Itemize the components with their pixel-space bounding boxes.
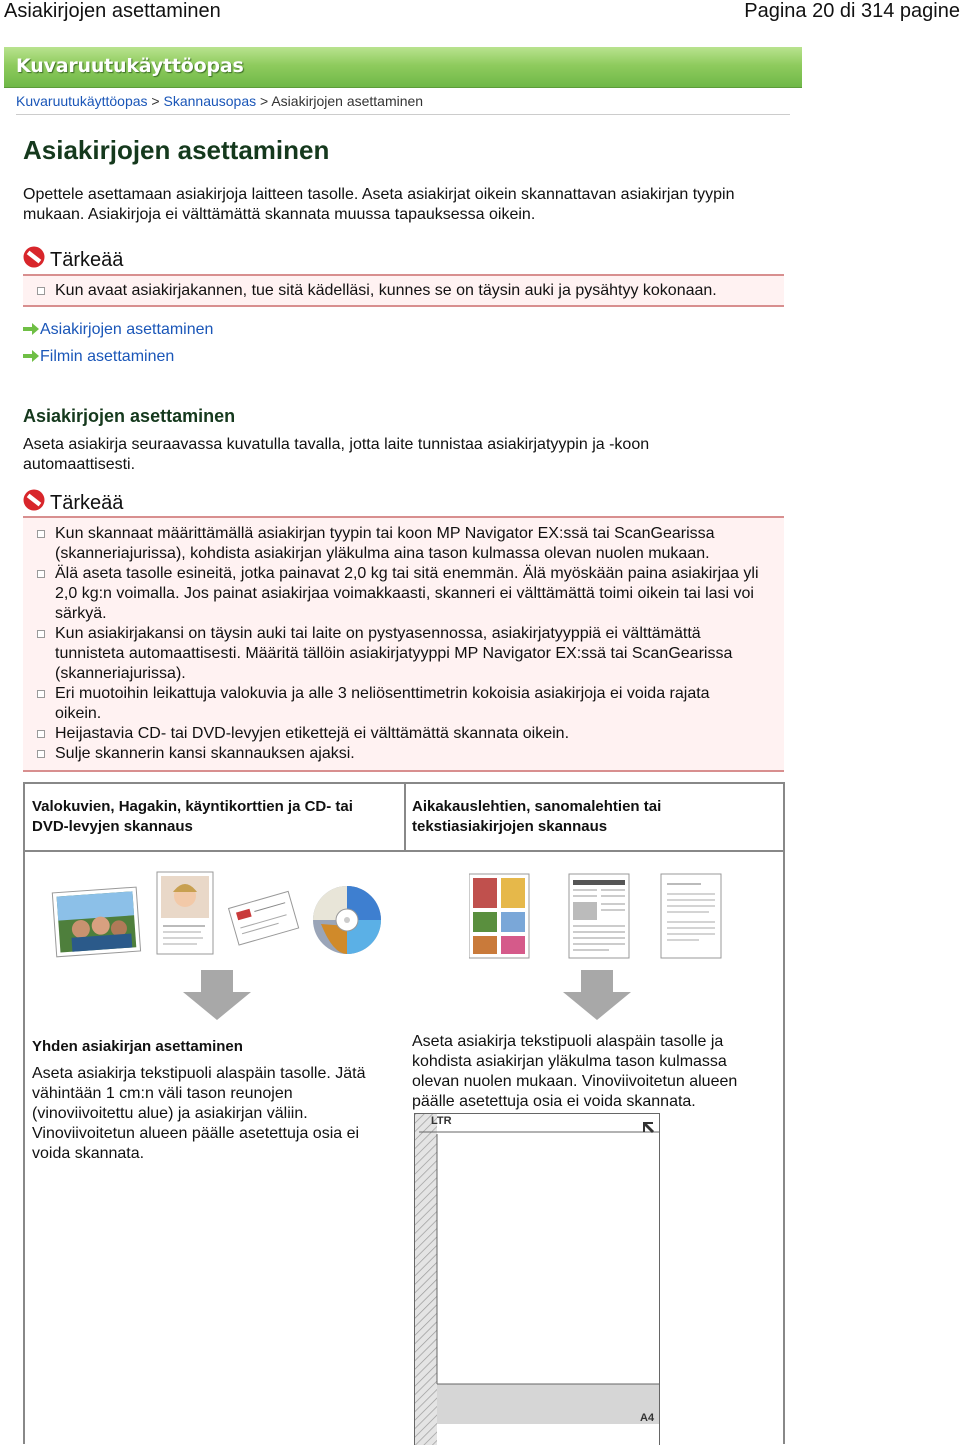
- square-bullet-icon: [37, 730, 45, 738]
- table-divider: [25, 850, 783, 852]
- important-box: [23, 274, 784, 307]
- important-item: Eri muotoihin leikattuja valokuvia ja alle 3 neliösenttimetrin kokoisia asiakirjoja ei voida rajata oikein.: [23, 684, 784, 724]
- pdf-header-page-info: Pagina 20 di 314 pagine: [744, 0, 960, 22]
- single-document-instructions: Aseta asiakirja tekstipuoli alaspäin tasolle. Jätä vähintään 1 cm:n väli tason reunojen (vinoviivoitettu alue) ja asiakirjan väliin. Vinoviivoitetun alueen päälle asetettuja osia ei voida skannata.: [32, 1065, 366, 1162]
- breadcrumb: [16, 93, 423, 109]
- square-bullet-icon: [37, 690, 45, 698]
- magazine-instructions: Aseta asiakirja tekstipuoli alaspäin tasolle ja kohdista asiakirjan yläkulma tason kulmassa olevan nuolen mukaan. Vinoviivoitetun alueen päälle asetettuja osia ei voida skannata.: [412, 1033, 738, 1110]
- square-bullet-icon: [37, 750, 45, 758]
- breadcrumb-separator: >: [151, 93, 160, 109]
- important-item: Heijastavia CD- tai DVD-levyjen etikettejä ei välttämättä skannata oikein.: [23, 724, 784, 744]
- guide-banner: [4, 47, 802, 88]
- no-entry-icon: [23, 489, 45, 511]
- photos-cards-cd-illustration: [51, 870, 391, 966]
- table-header-photos: Valokuvien, Hagakin, käyntikorttien ja CD- tai DVD-levyjen skannaus: [32, 798, 353, 835]
- single-document-heading: Yhden asiakirjan asettaminen: [32, 1038, 243, 1055]
- section-text-line-1: Aseta asiakirja seuraavassa kuvatulla tavalla, jotta laite tunnistaa asiakirjatyypin ja -koon: [23, 436, 650, 453]
- no-entry-icon: [23, 246, 45, 268]
- link-placing-documents[interactable]: Asiakirjojen asettaminen: [40, 321, 214, 338]
- intro-line-1: Opettele asettamaan asiakirjoja laitteen tasolle. Aseta asiakirjat oikein skannattavan asiakirjan tyypin: [23, 186, 735, 203]
- breadcrumb-separator: >: [260, 93, 269, 109]
- intro-line-2: mukaan. Asiakirjoja ei välttämättä skannata muussa tapauksessa oikein.: [23, 206, 536, 223]
- breadcrumb-current: Asiakirjojen asettaminen: [271, 93, 424, 109]
- banner-title: Kuvaruutukäyttöopas: [16, 55, 244, 77]
- arrow-right-icon: [23, 323, 39, 335]
- section-text-line-2: automaattisesti.: [23, 456, 136, 473]
- arrow-right-icon: [23, 350, 39, 362]
- link-row: [23, 347, 174, 367]
- table-divider: [404, 784, 406, 852]
- documents-illustration: [469, 872, 729, 960]
- platen-label-ltr: LTR: [431, 1115, 452, 1127]
- table-header-magazines: Aikakauslehtien, sanomalehtien tai tekstiasiakirjojen skannaus: [412, 798, 662, 835]
- document-type-table: [23, 782, 785, 1444]
- important-box: [23, 516, 784, 772]
- arrow-down-icon: [563, 970, 631, 1020]
- platen-diagram: [414, 1113, 660, 1445]
- page-title: Asiakirjojen asettaminen: [23, 135, 330, 165]
- important-label: Tärkeää: [50, 492, 124, 514]
- header-divider: [16, 114, 790, 115]
- section-title: Asiakirjojen asettaminen: [23, 406, 236, 426]
- breadcrumb-link-guide[interactable]: Kuvaruutukäyttöopas: [16, 93, 148, 109]
- pdf-header-title: Asiakirjojen asettaminen: [4, 0, 221, 22]
- arrow-down-icon: [183, 970, 251, 1020]
- link-row: [23, 320, 213, 340]
- link-placing-film[interactable]: Filmin asettaminen: [40, 348, 175, 365]
- important-item: Älä aseta tasolle esineitä, jotka painavat 2,0 kg tai sitä enemmän. Älä myöskään paina asiakirjaa yli 2,0 kg:n voimalla. Jos painat asiakirjaa voimakkaasti, skanneri ei välttämättä toimi oikein tai lasi voi särkyä.: [23, 564, 784, 624]
- square-bullet-icon: [37, 287, 45, 295]
- important-item: Sulje skannerin kansi skannauksen ajaksi.: [23, 744, 784, 764]
- breadcrumb-link-scanning[interactable]: Skannausopas: [163, 93, 257, 109]
- square-bullet-icon: [37, 630, 45, 638]
- important-item: Kun asiakirjakansi on täysin auki tai laite on pystyasennossa, asiakirjatyyppiä ei välttämättä tunnisteta automaattisesti. Määritä tällöin asiakirjatyyppi MP Navigator EX:ssä tai ScanGearissa (skanneriajurissa).: [23, 624, 784, 684]
- important-item: Kun skannaat määrittämällä asiakirjan tyypin tai koon MP Navigator EX:ssä tai ScanGearissa (skanneriajurissa), kohdista asiakirjan yläkulma aina tason kulmassa olevan nuolen mukaan.: [23, 524, 784, 564]
- platen-label-a4: A4: [640, 1412, 655, 1424]
- platen-hatched-area: [415, 1114, 659, 1445]
- square-bullet-icon: [37, 570, 45, 578]
- important-label: Tärkeää: [50, 249, 124, 271]
- square-bullet-icon: [37, 530, 45, 538]
- important-item: Kun avaat asiakirjakannen, tue sitä kädelläsi, kunnes se on täysin auki ja pysähtyy kokonaan.: [23, 281, 784, 301]
